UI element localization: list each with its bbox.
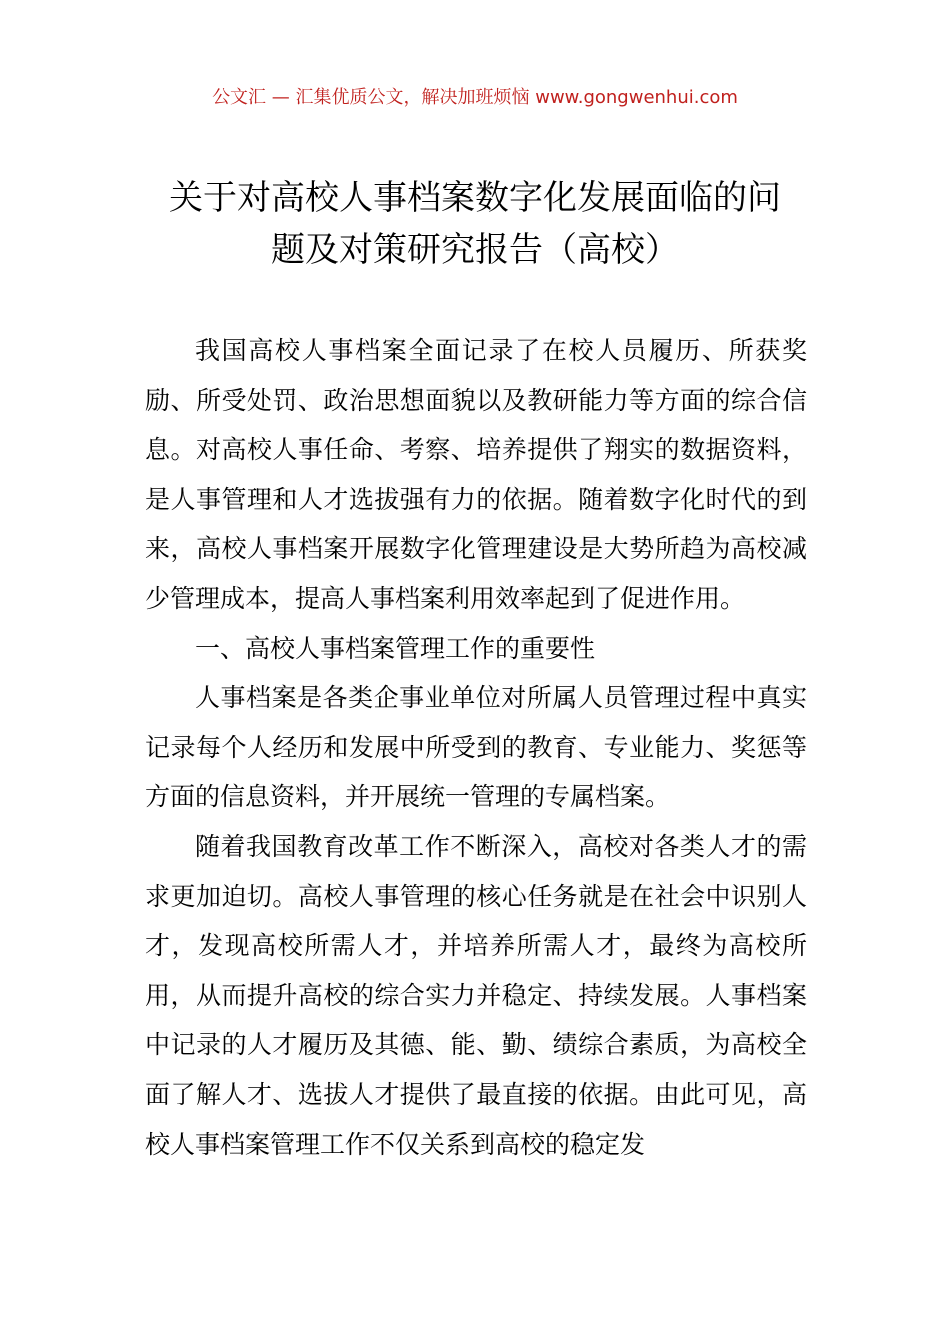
paragraph-intro: 我国高校人事档案全面记录了在校人员履历、所获奖励、所受处罚、政治思想面貌以及教研能力等方面的综合信息。对高校人事任命、考察、培养提供了翔实的数据资料，是人事管理和人才选拔强有力的依据。随着数字化时代的到来，高校人事档案开展数字化管理建设是大势所趋为高校减少管理成本，提高人事档案利用效率起到了促进作用。 — [145, 336, 807, 613]
title-line-1: 关于对高校人事档案数字化发展面临的问 — [169, 178, 781, 218]
document-body — [145, 326, 807, 1169]
header-banner: 公文汇 — 汇集优质公文，解决加班烦恼 www.gongwenhui.com — [212, 87, 738, 108]
paragraph-importance: 随着我国教育改革工作不断深入，高校对各类人才的需求更加迫切。高校人事管理的核心任务就是在社会中识别人才，发现高校所需人才，并培养所需人才，最终为高校所用，从而提升高校的综合实力并稳定、持续发展。人事档案中记录的人才履历及其德、能、勤、绩综合素质，为高校全面了解人才、选拔人才提供了最直接的依据。由此可见，高校人事档案管理工作不仅关系到高校的稳定发 — [145, 831, 807, 1159]
document-title — [100, 172, 850, 276]
paragraph-definition: 人事档案是各类企事业单位对所属人员管理过程中真实记录每个人经历和发展中所受到的教育、专业能力、奖惩等方面的信息资料，并开展统一管理的专属档案。 — [145, 683, 807, 812]
section-heading: 一、高校人事档案管理工作的重要性 — [195, 633, 596, 663]
title-line-2: 题及对策研究报告（高校） — [271, 230, 679, 270]
